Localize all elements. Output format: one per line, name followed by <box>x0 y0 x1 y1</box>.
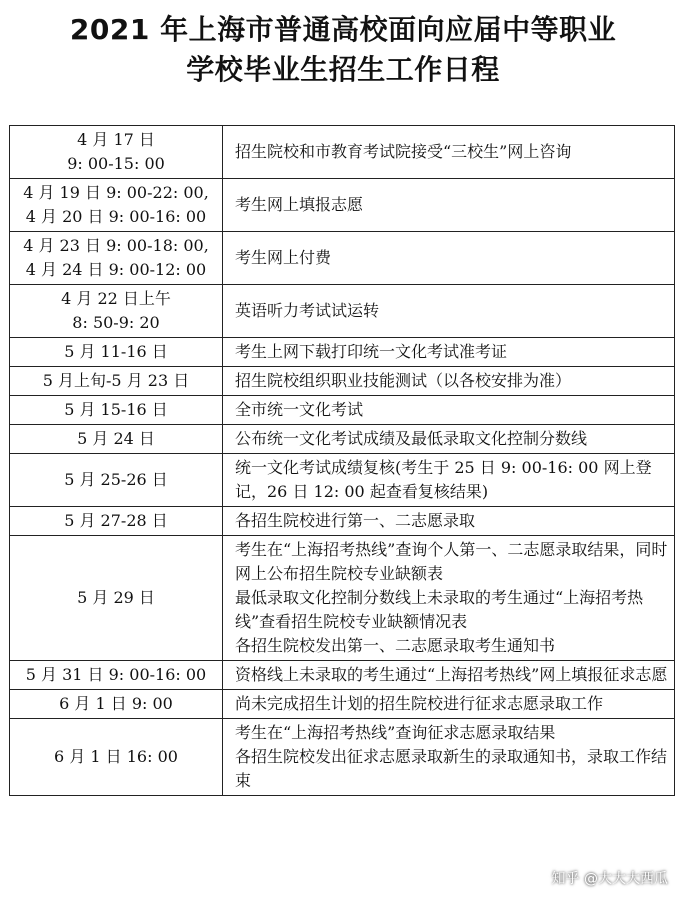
event-cell <box>223 396 675 425</box>
date-line: 6 月 1 日 9: 00 <box>59 694 173 713</box>
date-line: 4 月 17 日 <box>77 130 155 149</box>
date-line: 4 月 24 日 9: 00-12: 00 <box>25 260 207 279</box>
event-cell <box>223 719 675 796</box>
date-line: 5 月 27-28 日 <box>64 511 168 530</box>
date-line: 4 月 23 日 9: 00-18: 00, <box>23 236 209 255</box>
title-line-2: 学校毕业生招生工作日程 <box>186 53 500 86</box>
date-cell <box>10 396 223 425</box>
event-line: 招生院校和市教育考试院接受“三校生”网上咨询 <box>235 142 572 161</box>
table-row <box>10 232 675 285</box>
table-row <box>10 690 675 719</box>
table-row <box>10 179 675 232</box>
table-row <box>10 536 675 661</box>
date-cell <box>10 690 223 719</box>
event-line: 考生网上填报志愿 <box>235 195 364 214</box>
event-line: 统一文化考试成绩复核(考生于 25 日 9: 00-16: 00 网上登记，26 日 12: 00 起查看复核结果) <box>235 458 652 501</box>
date-cell <box>10 338 223 367</box>
event-cell <box>223 507 675 536</box>
event-line: 各招生院校发出第一、二志愿录取考生通知书 <box>235 636 556 655</box>
event-line: 资格线上未录取的考生通过“上海招考热线”网上填报征求志愿 <box>235 665 668 684</box>
date-line: 5 月 31 日 9: 00-16: 00 <box>25 665 207 684</box>
date-cell <box>10 367 223 396</box>
event-line: 招生院校组织职业技能测试（以各校安排为准） <box>235 371 572 390</box>
event-cell <box>223 454 675 507</box>
date-cell <box>10 285 223 338</box>
table-row <box>10 126 675 179</box>
event-line: 考生在“上海招考热线”查询个人第一、二志愿录取结果，同时网上公布招生院校专业缺额表 <box>235 540 668 583</box>
date-line: 6 月 1 日 16: 00 <box>54 747 178 766</box>
event-cell <box>223 661 675 690</box>
event-line: 各招生院校进行第一、二志愿录取 <box>235 511 476 530</box>
event-cell <box>223 690 675 719</box>
date-line: 4 月 19 日 9: 00-22: 00, <box>23 183 209 202</box>
table-row <box>10 425 675 454</box>
event-line: 考生上网下载打印统一文化考试准考证 <box>235 342 508 361</box>
table-row <box>10 661 675 690</box>
date-line: 5 月 25-26 日 <box>64 470 168 489</box>
date-line: 4 月 22 日上午 <box>61 289 171 308</box>
table-row <box>10 367 675 396</box>
event-line: 公布统一文化考试成绩及最低录取文化控制分数线 <box>235 429 588 448</box>
date-cell <box>10 536 223 661</box>
date-line: 5 月 24 日 <box>77 429 155 448</box>
event-cell <box>223 126 675 179</box>
event-line: 英语听力考试试运转 <box>235 301 380 320</box>
date-cell <box>10 179 223 232</box>
event-line: 考生在“上海招考热线”查询征求志愿录取结果 <box>235 723 556 742</box>
date-cell <box>10 661 223 690</box>
table-row <box>10 454 675 507</box>
event-line: 全市统一文化考试 <box>235 400 364 419</box>
event-cell <box>223 232 675 285</box>
table-row <box>10 285 675 338</box>
table-row <box>10 719 675 796</box>
event-cell <box>223 338 675 367</box>
date-line: 4 月 20 日 9: 00-16: 00 <box>25 207 207 226</box>
event-cell <box>223 179 675 232</box>
event-line: 各招生院校发出征求志愿录取新生的录取通知书，录取工作结束 <box>235 747 668 790</box>
table-row <box>10 338 675 367</box>
schedule-table-body <box>10 126 675 796</box>
document-title <box>0 10 686 90</box>
date-cell <box>10 454 223 507</box>
event-cell <box>223 367 675 396</box>
table-row <box>10 507 675 536</box>
title-line-1: 2021 年上海市普通高校面向应届中等职业 <box>69 13 617 46</box>
event-cell <box>223 425 675 454</box>
date-line: 5 月 29 日 <box>77 588 155 607</box>
schedule-table <box>9 125 675 796</box>
date-cell <box>10 507 223 536</box>
date-line: 5 月 11-16 日 <box>64 342 168 361</box>
date-line: 9: 00-15: 00 <box>67 154 165 173</box>
date-cell <box>10 232 223 285</box>
watermark: 知乎 @大大大西瓜 <box>551 871 668 887</box>
date-line: 8: 50-9: 20 <box>72 313 160 332</box>
event-line: 考生网上付费 <box>235 248 332 267</box>
table-row <box>10 396 675 425</box>
date-cell <box>10 719 223 796</box>
event-line: 最低录取文化控制分数线上未录取的考生通过“上海招考热线”查看招生院校专业缺额情况表 <box>235 588 644 631</box>
date-line: 5 月上旬-5 月 23 日 <box>42 371 190 390</box>
event-cell <box>223 536 675 661</box>
date-cell <box>10 425 223 454</box>
date-cell <box>10 126 223 179</box>
date-line: 5 月 15-16 日 <box>64 400 168 419</box>
event-cell <box>223 285 675 338</box>
event-line: 尚未完成招生计划的招生院校进行征求志愿录取工作 <box>235 694 604 713</box>
